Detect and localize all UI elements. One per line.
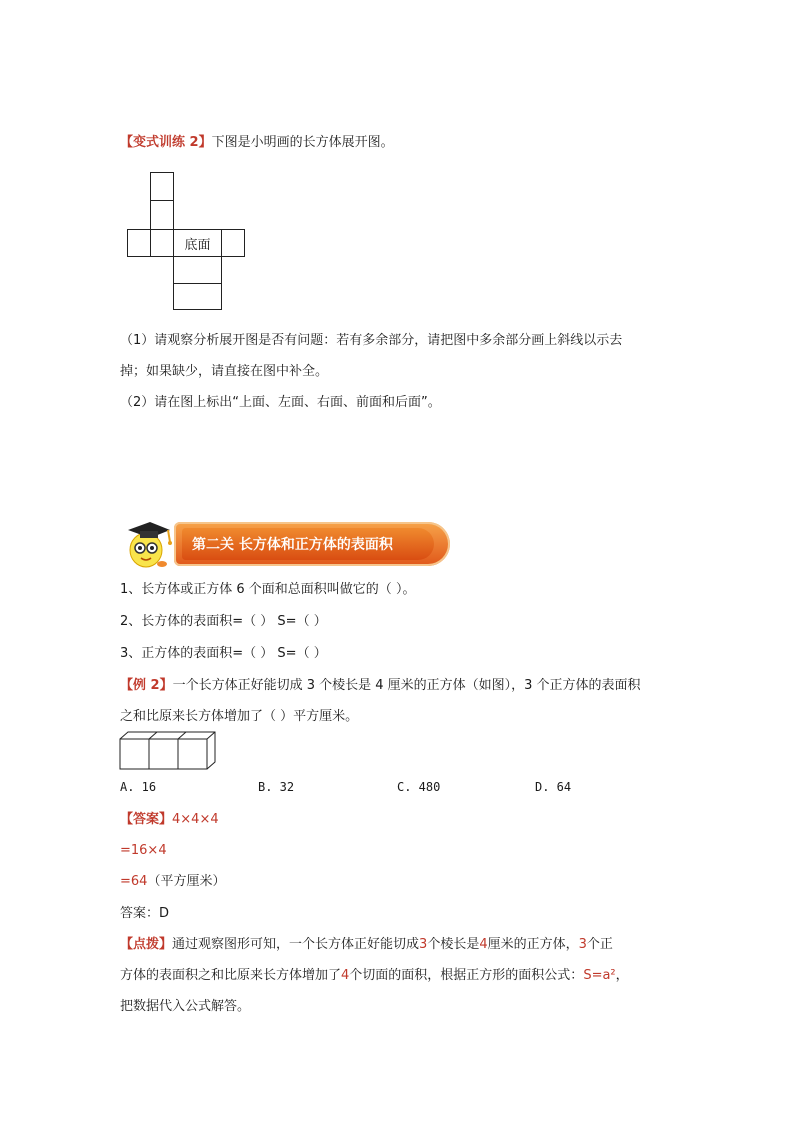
hint-number: 3 (419, 937, 428, 952)
net-cell-left-2 (150, 229, 174, 257)
answer-line-1 (120, 811, 219, 829)
net-cell-below-2 (173, 283, 222, 310)
three-cubes-figure (119, 731, 217, 771)
answer-step-2: =16×4 (120, 843, 167, 858)
option-d: D. 64 (535, 780, 572, 794)
section-banner (174, 522, 450, 566)
hint-text: 个棱长是 (427, 937, 480, 952)
question-1-line-1: （1）请观察分析展开图是否有问题：若有多余部分，请把图中多余部分画上斜线以示去 (120, 333, 623, 348)
hint-text: ， (615, 968, 629, 983)
question-2: （2）请在图上标出“上面、左面、右面、前面和后面”。 (120, 395, 441, 410)
question-1-line-2: 掉；如果缺少，请直接在图中补全。 (120, 364, 329, 379)
exercise-heading (120, 134, 394, 152)
fill-question-2: 2、长方体的表面积=（ ） S=（ ） (120, 614, 327, 629)
hint-line-2 (120, 967, 629, 985)
hint-number: 4 (341, 968, 350, 983)
fill-question-3: 3、正方体的表面积=（ ） S=（ ） (120, 646, 327, 661)
hint-text: 个切面的面积，根据正方形的面积公式： (349, 968, 584, 983)
mascot-graduate-icon (120, 516, 176, 572)
example-tag: 【例 2】 (120, 678, 173, 693)
exercise-title: 下图是小明画的长方体展开图。 (211, 135, 394, 150)
net-cell-right (221, 229, 245, 257)
option-b: B. 32 (258, 780, 295, 794)
net-cell-below-1 (173, 256, 222, 284)
answer-step-3-value: =64 (120, 874, 148, 889)
option-a: A. 16 (120, 780, 157, 794)
answer-final: 答案：D (120, 906, 170, 921)
hint-line-1 (120, 936, 613, 954)
hint-text: 厘米的正方体， (487, 937, 579, 952)
hint-text: 方体的表面积之和比原来长方体增加了 (120, 968, 342, 983)
hint-number: 4 (479, 937, 488, 952)
exercise-tag: 【变式训练 2】 (120, 135, 212, 150)
answer-tag: 【答案】 (120, 812, 173, 827)
hint-line-3: 把数据代入公式解答。 (120, 999, 251, 1014)
fill-question-1: 1、长方体或正方体 6 个面和总面积叫做它的（ ）。 (120, 582, 416, 597)
example-line-1 (120, 677, 641, 695)
answer-line-3 (120, 873, 225, 891)
net-cell-left-1 (127, 229, 151, 257)
hint-tag: 【点拨】 (120, 937, 173, 952)
example-text-1: 一个长方体正好能切成 3 个棱长是 4 厘米的正方体（如图），3 个正方体的表面积 (172, 678, 641, 693)
section-title: 第二关 长方体和正方体的表面积 (182, 528, 434, 560)
net-cell-top-2 (150, 200, 174, 230)
answer-step-3-unit: （平方厘米） (147, 874, 226, 889)
hint-number: 3 (578, 937, 587, 952)
hint-text: 通过观察图形可知，一个长方体正好能切成 (172, 937, 420, 952)
option-c: C. 480 (397, 780, 441, 794)
hint-text: 个正 (586, 937, 613, 952)
example-line-2: 之和比原来长方体增加了（ ）平方厘米。 (120, 709, 359, 724)
net-bottom-label: 底面 (184, 237, 211, 253)
hint-formula: S=a² (583, 968, 616, 983)
answer-step-1: 4×4×4 (172, 812, 219, 827)
